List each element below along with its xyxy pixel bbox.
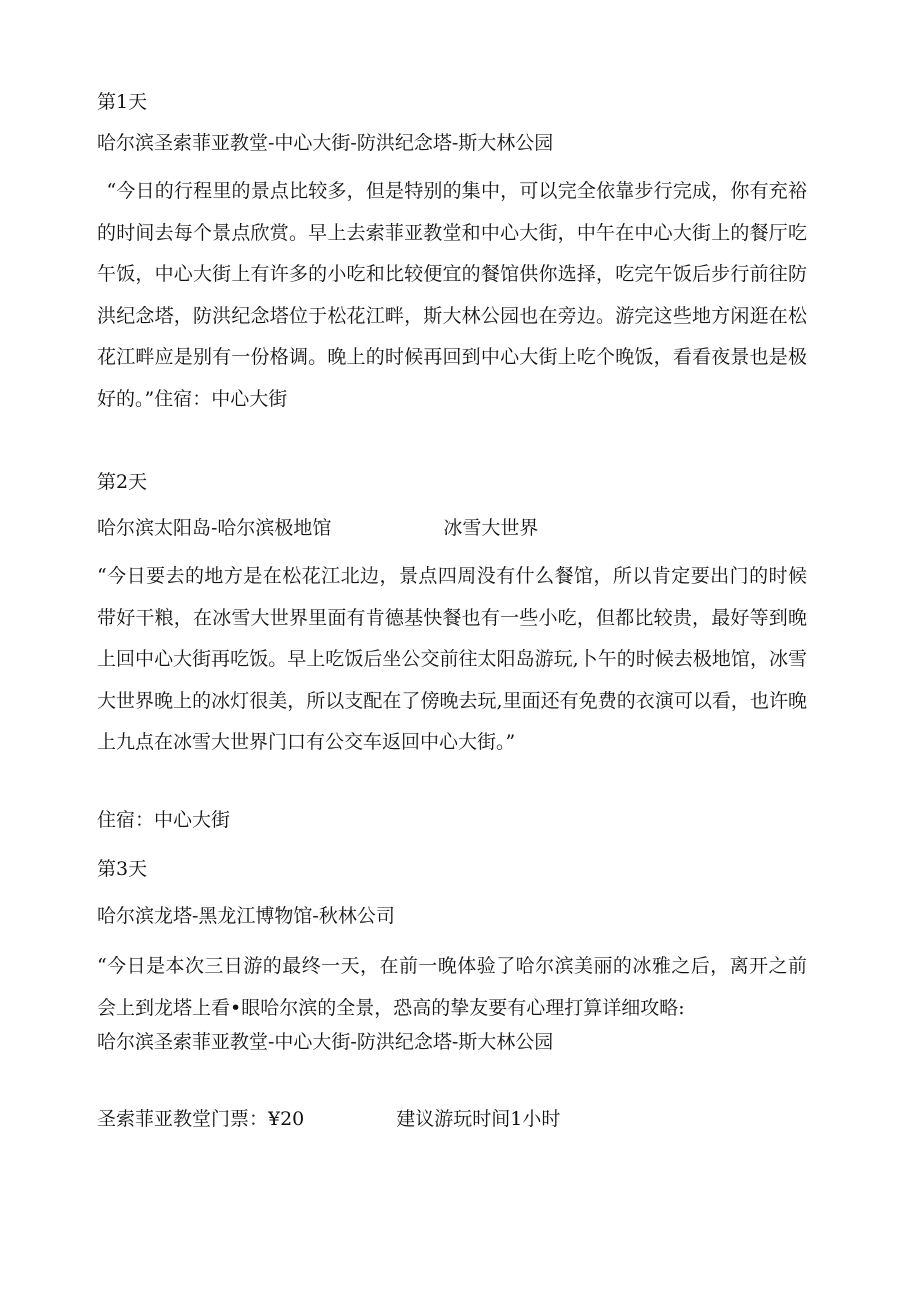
day3-description: “今日是本次三日游的最终一天，在前一晚体验了哈尔滨美丽的冰雅之后，离开之前会上到龙塔上看•眼哈尔滨的全景，恐高的挚友要有心理打算详细攻略: xyxy=(97,955,807,1019)
guide-route: 哈尔滨圣索菲亚教堂-中心大街-防洪纪念塔-斯大林公园 xyxy=(97,1031,554,1053)
guide-info xyxy=(97,1107,560,1131)
day2-heading: 第2天 xyxy=(97,471,148,493)
day3-route: 哈尔滨龙塔-黑龙江博物馆-秋林公司 xyxy=(97,905,395,927)
day1-route: 哈尔滨圣索菲亚教堂-中心大街-防洪纪念塔-斯大林公园 xyxy=(97,132,554,154)
day2-route-part2: 冰雪大世界 xyxy=(443,517,539,539)
day2-route-part1: 哈尔滨太阳岛-哈尔滨极地馆 xyxy=(97,517,332,539)
day2-description: “今日要去的地方是在松花江北边，景点四周没有什么餐馆，所以肯定要出门的时候带好干粮，在冰雪大世界里面有肯德基快餐也有一些小吃，但都比较贵，最好等到晚上回中心大街再吃饭。早上吃饭后坐公交前往太阳岛游玩,卜午的时候去极地馆，冰雪大世界晚上的冰灯很美，所以支配在了傍晚去玩,里面还有免费的衣演可以看，也许晚上九点在冰雪大世界门口有公交车返回中心大街。” xyxy=(97,565,807,753)
day2-lodging: 住宿：中心大街 xyxy=(97,809,231,831)
ticket-price: 圣索菲亚教堂门票：¥20 xyxy=(97,1108,305,1130)
day2-route xyxy=(97,516,538,540)
day1-heading: 第1天 xyxy=(97,91,148,113)
day1-description: “今日的行程里的景点比较多，但是特别的集中，可以完全依靠步行完成，你有充裕的时间去每个景点欣赏。早上去索菲亚教堂和中心大街，中午在中心大街上的餐厅吃午饭，中心大街上有许多的小吃和比较便宜的餐馆供你选择，吃完午饭后步行前往防洪纪念塔，防洪纪念塔位于松花江畔，斯大林公园也在旁边。游完这些地方闲逛在松花江畔应是别有一份格调。晚上的时候再回到中心大街上吃个晚饭，看看夜景也是极好的。”住宿：中心大街 xyxy=(97,180,807,410)
suggested-duration: 建议游玩时间1小时 xyxy=(396,1108,561,1130)
day3-heading: 第3天 xyxy=(97,858,148,880)
